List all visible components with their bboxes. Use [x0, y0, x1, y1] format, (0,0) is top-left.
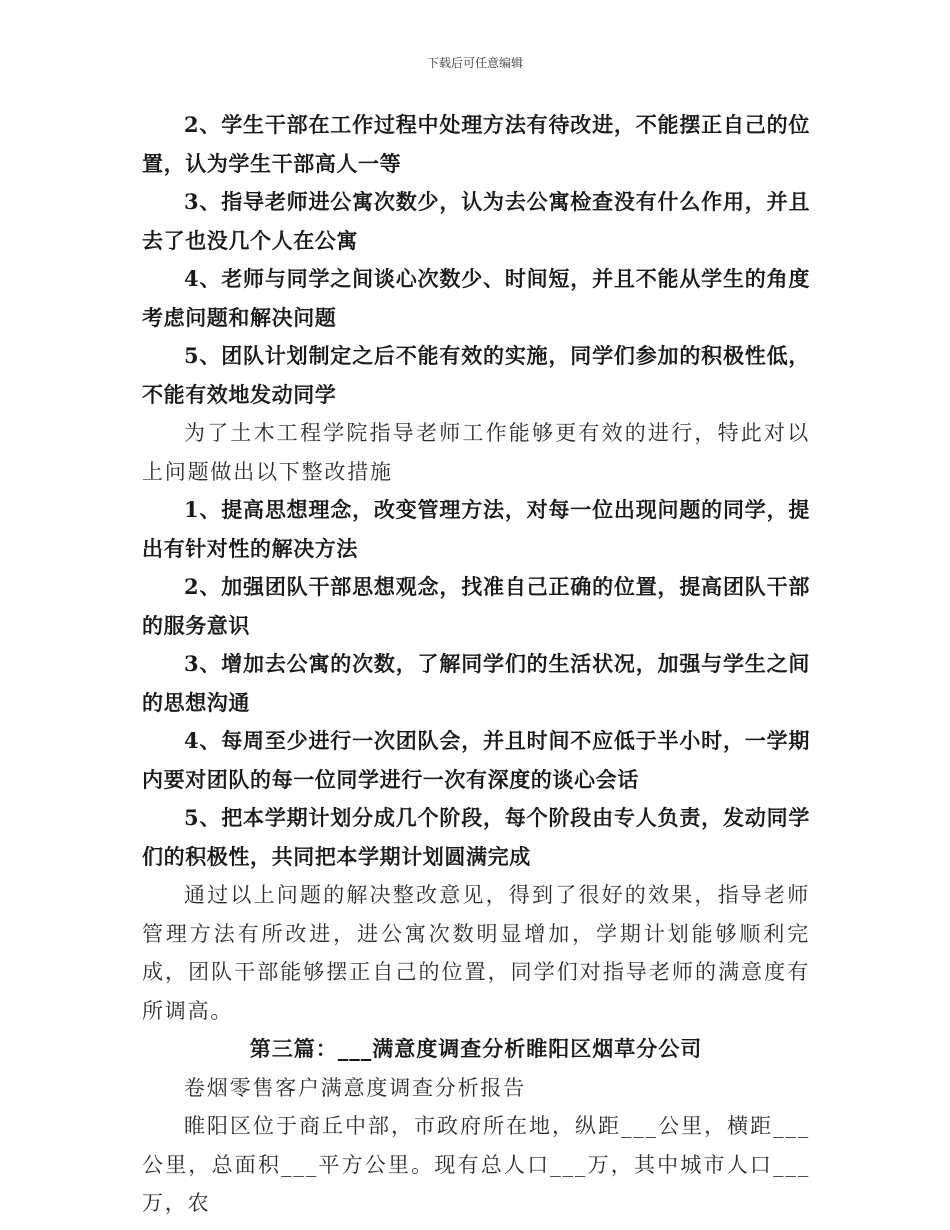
- paragraph-results: 通过以上问题的解决整改意见，得到了很好的效果，指导老师管理方法有所改进，进公寓次数明显增加，学期计划能够顺利完成，团队干部能够摆正自己的位置，同学们对指导老师的满意度有所调高。: [142, 883, 810, 1023]
- document-body: [142, 106, 810, 1223]
- paragraph-measure-3: 3、增加去公寓的次数，了解同学们的生活状况，加强与学生之间的思想沟通: [142, 651, 810, 715]
- section-title: 第三篇：___满意度调查分析睢阳区烟草分公司: [249, 1036, 703, 1061]
- paragraph-issue-4: 4、老师与同学之间谈心次数少、时间短，并且不能从学生的角度考虑问题和解决问题: [142, 266, 810, 330]
- paragraph-suiyang-intro: 睢阳区位于商丘中部，市政府所在地，纵距___公里，横距___公里，总面积___平方公里。现有总人口___万，其中城市人口___万，农: [142, 1114, 810, 1215]
- paragraph-intro-measures: 为了土木工程学院指导老师工作能够更有效的进行，特此对以上问题做出以下整改措施: [142, 421, 810, 484]
- paragraph-measure-5: 5、把本学期计划分成几个阶段，每个阶段由专人负责，发动同学们的积极性，共同把本学期计划圆满完成: [142, 805, 810, 869]
- report-subtitle: 卷烟零售客户满意度调查分析报告: [184, 1075, 526, 1100]
- paragraph-issue-3: 3、指导老师进公寓次数少，认为去公寓检查没有什么作用，并且去了也没几个人在公寓: [142, 189, 810, 253]
- paragraph-issue-2: 2、学生干部在工作过程中处理方法有待改进，不能摆正自己的位置，认为学生干部高人一等: [142, 112, 810, 176]
- page-header: 下载后可任意编辑: [426, 56, 523, 70]
- paragraph-measure-2: 2、加强团队干部思想观念，找准自己正确的位置，提高团队干部的服务意识: [142, 574, 810, 638]
- paragraph-measure-4: 4、每周至少进行一次团队会，并且时间不应低于半小时，一学期内要对团队的每一位同学进行一次有深度的谈心会话: [142, 728, 810, 792]
- paragraph-measure-1: 1、提高思想理念，改变管理方法，对每一位出现问题的同学，提出有针对性的解决方法: [142, 497, 810, 561]
- paragraph-issue-5: 5、团队计划制定之后不能有效的实施，同学们参加的积极性低，不能有效地发动同学: [142, 343, 810, 407]
